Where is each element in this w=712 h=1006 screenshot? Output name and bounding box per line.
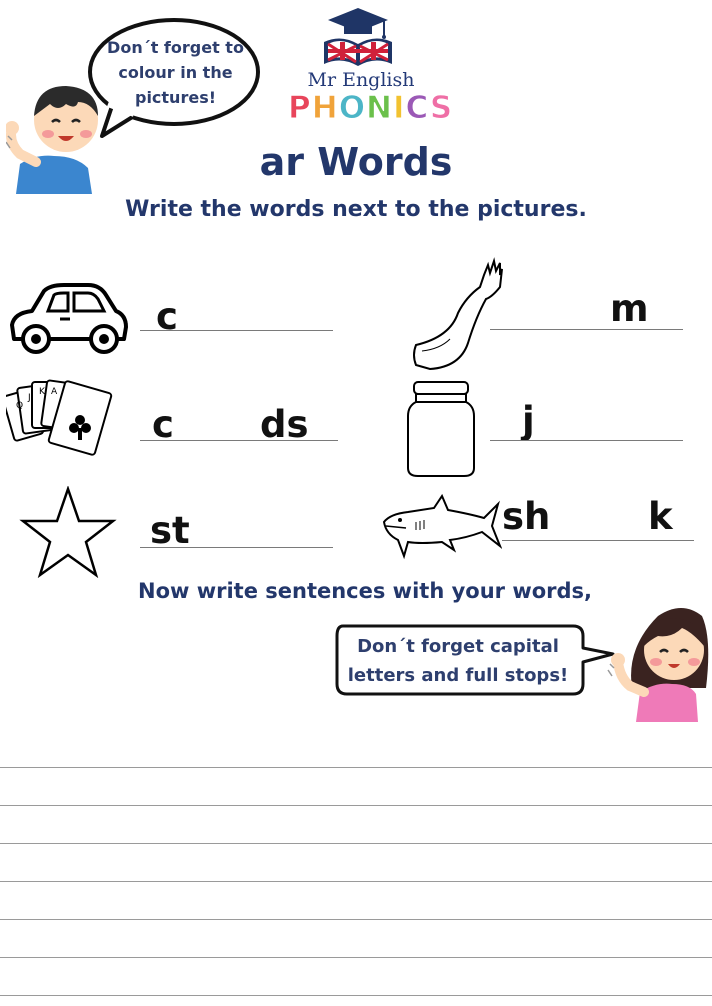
cards-letter-c: c — [152, 403, 174, 446]
jar-picture — [406, 380, 476, 480]
shark-picture — [380, 494, 502, 560]
girl-illustration — [606, 598, 712, 722]
car-picture — [8, 283, 130, 359]
logo-phonics-letter: O — [338, 90, 367, 126]
logo-phonics-word — [288, 90, 454, 126]
logo-phonics-letter: C — [405, 90, 430, 126]
svg-text:J: J — [28, 393, 31, 403]
sentence-line-4[interactable] — [0, 881, 712, 882]
arm-write-line[interactable] — [490, 329, 683, 330]
sentence-line-1[interactable] — [0, 767, 712, 768]
boy-bubble-text — [98, 35, 253, 110]
boy-bubble-line2: colour in the — [118, 63, 233, 82]
sentence-instruction: Now write sentences with your words, — [138, 579, 593, 603]
logo-emblem — [318, 6, 398, 68]
cards-letters-ds: ds — [260, 403, 309, 446]
logo-phonics-letter: H — [311, 90, 339, 126]
star-write-line[interactable] — [140, 547, 333, 548]
logo-phonics-letter: P — [288, 90, 312, 126]
girl-bubble-line1: Don´t forget capital — [357, 636, 559, 657]
sentence-line-2[interactable] — [0, 805, 712, 806]
girl-bubble-line2: letters and full stops! — [347, 665, 569, 686]
svg-text:Q: Q — [16, 401, 24, 411]
car-letter-c: c — [156, 295, 178, 338]
girl-bubble-text — [340, 632, 576, 690]
shark-write-line[interactable] — [502, 540, 694, 541]
shark-letter-k: k — [648, 495, 673, 538]
arm-picture — [410, 257, 505, 373]
cards-picture — [6, 378, 118, 462]
svg-text:K: K — [39, 387, 45, 397]
svg-text:A: A — [51, 387, 58, 397]
sentence-line-5[interactable] — [0, 919, 712, 920]
boy-bubble-line3: pictures! — [134, 88, 217, 107]
logo-phonics-letter: I — [393, 90, 406, 126]
logo-brand-name: Mr English — [307, 69, 415, 91]
star-letters-st: st — [150, 509, 190, 552]
shark-letters-sh: sh — [502, 495, 551, 538]
boy-bubble-line1: Don´t forget to — [107, 38, 244, 57]
logo-phonics-letter: S — [429, 90, 454, 126]
star-picture — [18, 486, 118, 578]
sentence-line-6[interactable] — [0, 957, 712, 958]
worksheet-title: ar Words — [259, 140, 453, 184]
logo-phonics-letter: N — [366, 90, 393, 126]
sentence-line-7[interactable] — [0, 995, 712, 996]
sentence-line-3[interactable] — [0, 843, 712, 844]
jar-write-line[interactable] — [490, 440, 683, 441]
jar-letter-j: j — [522, 399, 535, 442]
worksheet-subtitle: Write the words next to the pictures. — [125, 197, 587, 222]
car-write-line[interactable] — [140, 330, 333, 331]
arm-letter-m: m — [610, 287, 649, 330]
cards-write-line[interactable] — [140, 440, 338, 441]
